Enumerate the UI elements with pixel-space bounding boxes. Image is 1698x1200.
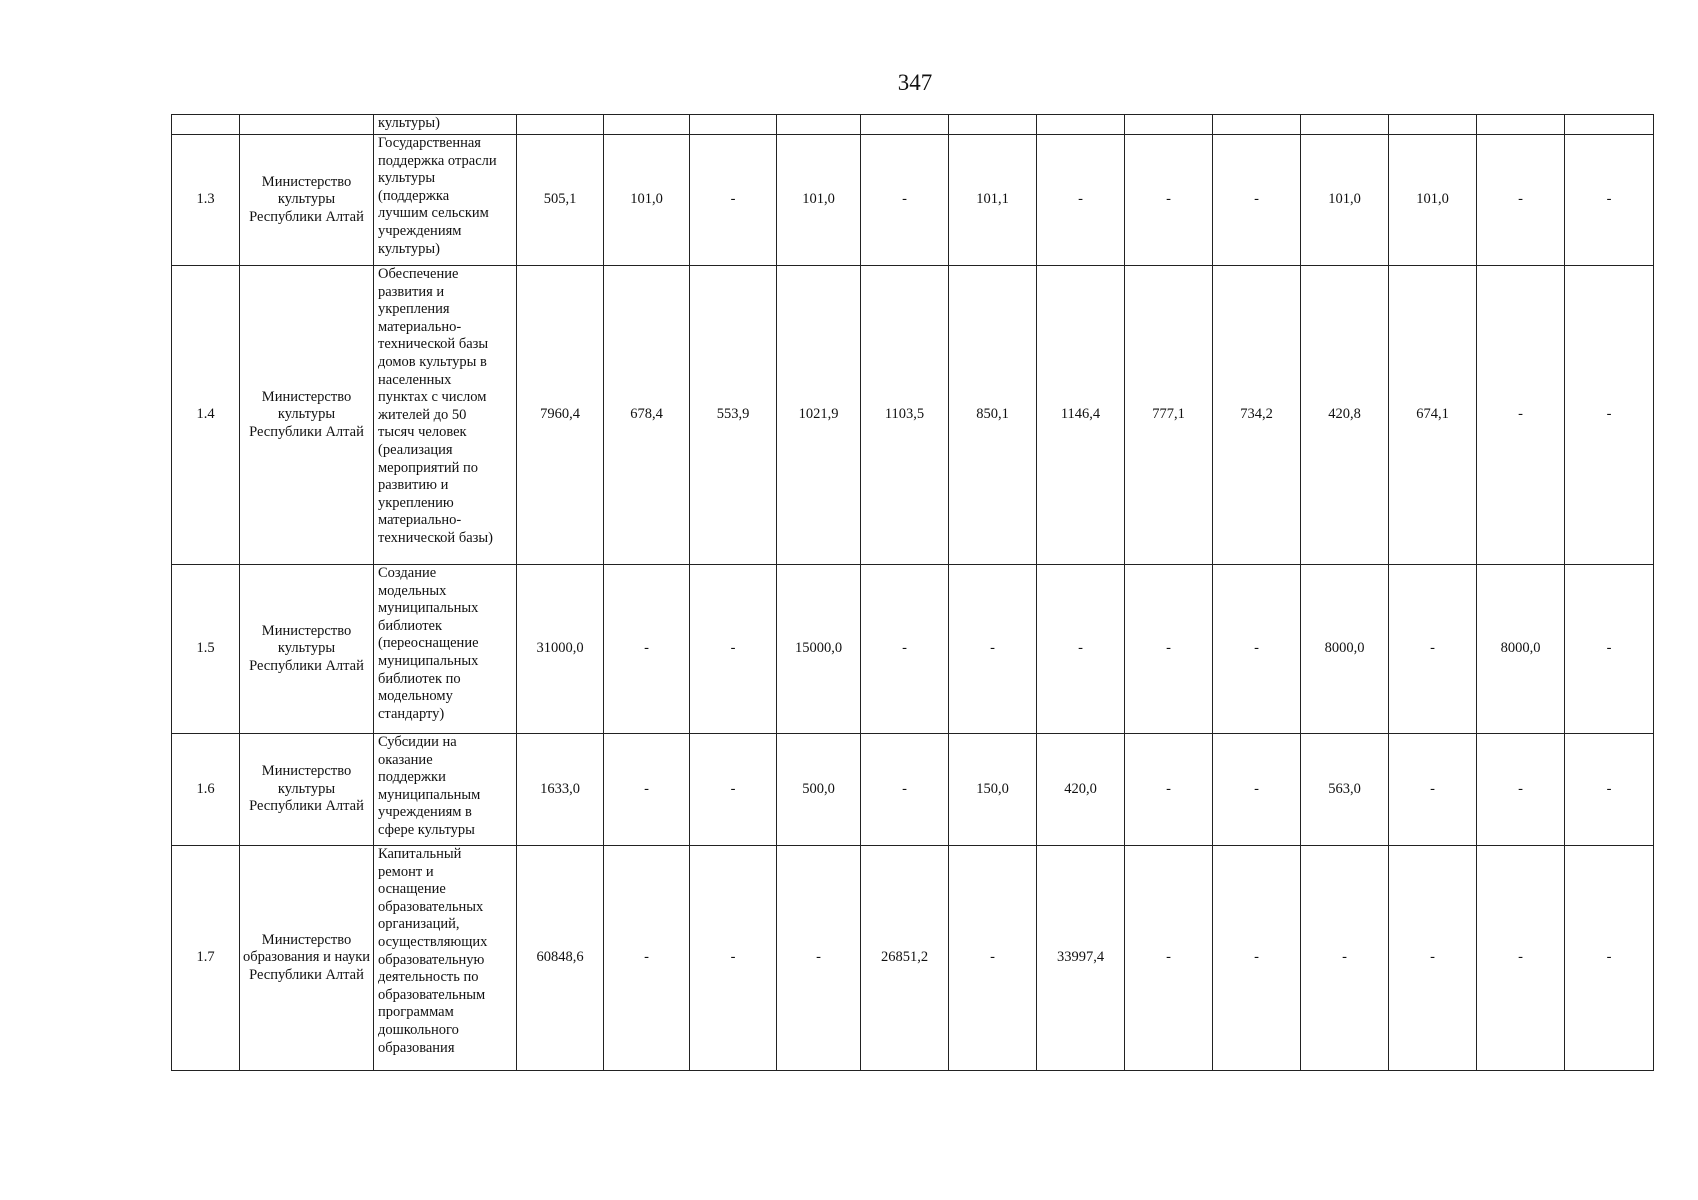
value-cell: - — [1037, 565, 1125, 734]
value-cell: 101,1 — [949, 135, 1037, 266]
ministry-cell: Министерство культуры Республики Алтай — [240, 734, 374, 846]
continuation-description: культуры) — [374, 115, 517, 135]
value-cell: 33997,4 — [1037, 846, 1125, 1071]
value-cell: - — [949, 565, 1037, 734]
value-cell: 7960,4 — [517, 266, 604, 565]
value-cell: - — [690, 565, 777, 734]
value-cell: - — [1389, 846, 1477, 1071]
value-cell: - — [604, 846, 690, 1071]
value-cell: 505,1 — [517, 135, 604, 266]
description-cell: Государственная поддержка отрасли культуры (поддержка лучшим сельским учреждениям культуры) — [374, 135, 517, 266]
value-cell: 678,4 — [604, 266, 690, 565]
value-cell: 850,1 — [949, 266, 1037, 565]
row-number: 1.3 — [172, 135, 240, 266]
value-cell: - — [690, 135, 777, 266]
table-row — [172, 734, 1654, 846]
page-number: 347 — [897, 70, 933, 95]
value-cell: - — [1477, 135, 1565, 266]
description-cell: Обеспечение развития и укрепления материально- технической базы домов культуры в населенных пунктах с числом жителей до 50 тысяч человек (реализация мероприятий по развитию и укреплению материально- технической базы) — [374, 266, 517, 565]
value-cell: - — [1213, 846, 1301, 1071]
value-cell: 674,1 — [1389, 266, 1477, 565]
value-cell: - — [861, 734, 949, 846]
value-cell: 1146,4 — [1037, 266, 1125, 565]
value-cell: - — [1125, 135, 1213, 266]
value-cell: 101,0 — [1389, 135, 1477, 266]
description-cell: Капитальный ремонт и оснащение образовательных организаций, осуществляющих образовательную деятельность по образовательным программам дошкольного образования — [374, 846, 517, 1071]
value-cell: - — [1565, 135, 1654, 266]
value-cell: 60848,6 — [517, 846, 604, 1071]
table-row-continuation — [172, 115, 1654, 135]
row-number: 1.4 — [172, 266, 240, 565]
value-cell: - — [1125, 565, 1213, 734]
ministry-cell: Министерство культуры Республики Алтай — [240, 135, 374, 266]
value-cell: - — [1565, 734, 1654, 846]
value-cell: - — [1389, 734, 1477, 846]
value-cell: 150,0 — [949, 734, 1037, 846]
value-cell: 563,0 — [1301, 734, 1389, 846]
value-cell: 101,0 — [604, 135, 690, 266]
row-number: 1.6 — [172, 734, 240, 846]
value-cell: - — [1213, 734, 1301, 846]
value-cell: - — [1125, 734, 1213, 846]
value-cell: - — [1301, 846, 1389, 1071]
ministry-cell: Министерство культуры Республики Алтай — [240, 266, 374, 565]
value-cell: 553,9 — [690, 266, 777, 565]
budget-table — [171, 114, 1654, 1071]
value-cell: - — [1213, 565, 1301, 734]
value-cell: 8000,0 — [1301, 565, 1389, 734]
value-cell: - — [690, 734, 777, 846]
value-cell: 101,0 — [777, 135, 861, 266]
value-cell: 1633,0 — [517, 734, 604, 846]
value-cell: 1103,5 — [861, 266, 949, 565]
value-cell: - — [1477, 846, 1565, 1071]
table-row — [172, 135, 1654, 266]
ministry-cell: Министерство культуры Республики Алтай — [240, 565, 374, 734]
row-number: 1.5 — [172, 565, 240, 734]
table-row — [172, 846, 1654, 1071]
value-cell: - — [690, 846, 777, 1071]
value-cell: - — [604, 565, 690, 734]
value-cell: 777,1 — [1125, 266, 1213, 565]
value-cell: 8000,0 — [1477, 565, 1565, 734]
table-row — [172, 565, 1654, 734]
value-cell: 734,2 — [1213, 266, 1301, 565]
value-cell: - — [1389, 565, 1477, 734]
value-cell: - — [1125, 846, 1213, 1071]
value-cell: 500,0 — [777, 734, 861, 846]
value-cell: - — [1565, 266, 1654, 565]
description-cell: Создание модельных муниципальных библиотек (переоснащение муниципальных библиотек по модельному стандарту) — [374, 565, 517, 734]
value-cell: 26851,2 — [861, 846, 949, 1071]
value-cell: - — [777, 846, 861, 1071]
value-cell: - — [1477, 734, 1565, 846]
value-cell: - — [861, 565, 949, 734]
value-cell: 420,0 — [1037, 734, 1125, 846]
table-row — [172, 266, 1654, 565]
value-cell: 420,8 — [1301, 266, 1389, 565]
value-cell: - — [1037, 135, 1125, 266]
row-number: 1.7 — [172, 846, 240, 1071]
value-cell: 15000,0 — [777, 565, 861, 734]
value-cell: - — [949, 846, 1037, 1071]
value-cell: - — [1477, 266, 1565, 565]
value-cell: - — [604, 734, 690, 846]
value-cell: - — [1565, 565, 1654, 734]
value-cell: 1021,9 — [777, 266, 861, 565]
value-cell: 101,0 — [1301, 135, 1389, 266]
ministry-cell: Министерство образования и науки Республики Алтай — [240, 846, 374, 1071]
description-cell: Субсидии на оказание поддержки муниципальным учреждениям в сфере культуры — [374, 734, 517, 846]
value-cell: - — [1213, 135, 1301, 266]
value-cell: - — [861, 135, 949, 266]
value-cell: - — [1565, 846, 1654, 1071]
value-cell: 31000,0 — [517, 565, 604, 734]
